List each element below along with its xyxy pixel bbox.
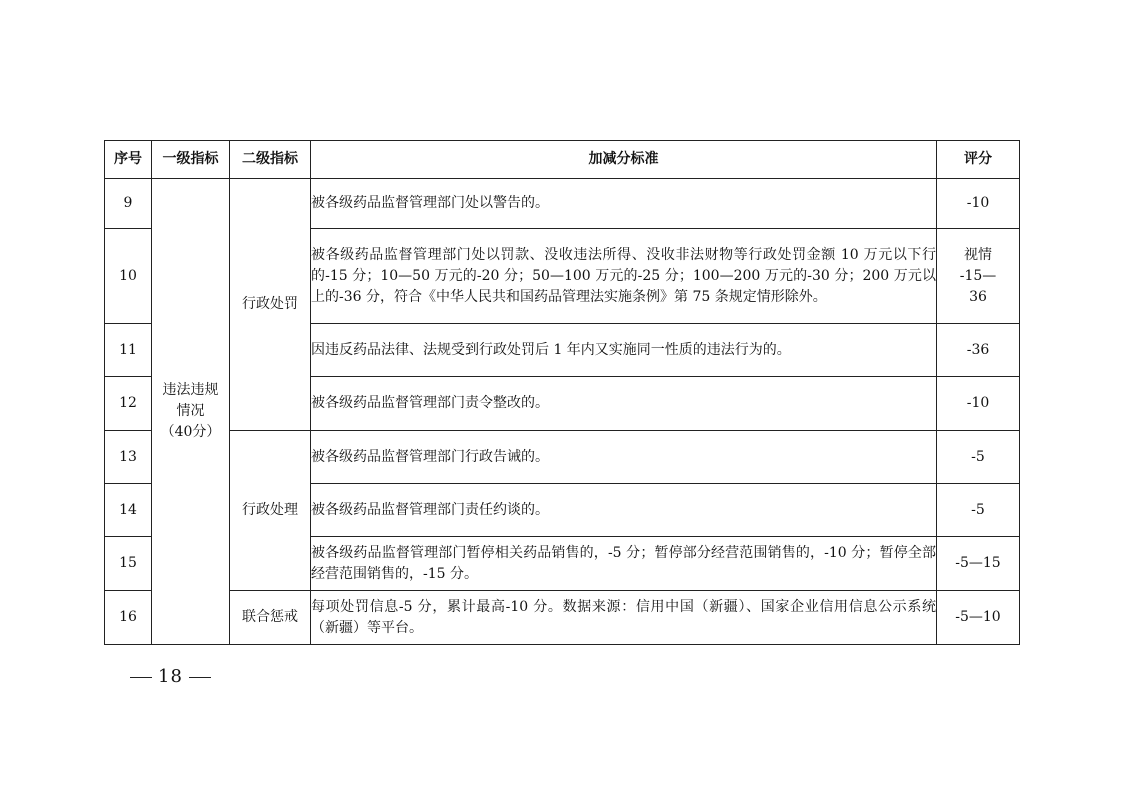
row-criteria: 被各级药品监督管理部门行政告诫的。 (311, 431, 937, 484)
row-score: -10 (937, 179, 1020, 229)
header-level1: 一级指标 (152, 141, 230, 179)
row-score: -5 (937, 484, 1020, 537)
page-number-footer (124, 666, 217, 687)
header-seq: 序号 (105, 141, 152, 179)
row-seq: 9 (105, 179, 152, 229)
header-score: 评分 (937, 141, 1020, 179)
row-criteria: 因违反药品法律、法规受到行政处罚后 1 年内又实施同一性质的违法行为的。 (311, 324, 937, 377)
row-score: -5 (937, 431, 1020, 484)
row-score: 视情 -15—36 (937, 229, 1020, 324)
level1-line3: （40分） (160, 424, 221, 440)
header-criteria: 加减分标准 (311, 141, 937, 179)
level1-cell (152, 179, 230, 645)
row-seq: 10 (105, 229, 152, 324)
scoring-table (104, 140, 1020, 645)
row-seq: 12 (105, 377, 152, 431)
row-criteria: 被各级药品监督管理部门处以罚款、没收违法所得、没收非法财物等行政处罚金额 10 万元以下行的-15 分；10—50 万元的-20 分；50—100 万元的-25 分；100—200 万元的-30 分；200 万元以上的-36 分，符合《中华人民共和国药品管理法实施条例》第 75 条规定情形除外。 (311, 229, 937, 324)
table-row (105, 591, 1020, 645)
row-seq: 11 (105, 324, 152, 377)
level1-line2: 情况 (176, 403, 205, 419)
row-score: -5—15 (937, 537, 1020, 591)
page-number: 18 (158, 666, 183, 687)
level1-line1: 违法违规 (162, 382, 219, 398)
dash-right (189, 677, 211, 678)
level2-admin-handling: 行政处理 (230, 431, 311, 591)
level2-joint-discipline: 联合惩戒 (230, 591, 311, 645)
row-score: -36 (937, 324, 1020, 377)
row-score: -5—10 (937, 591, 1020, 645)
row-seq: 15 (105, 537, 152, 591)
table-row (105, 431, 1020, 484)
header-level2: 二级指标 (230, 141, 311, 179)
table-row (105, 179, 1020, 229)
row-criteria: 每项处罚信息-5 分，累计最高-10 分。数据来源：信用中国（新疆）、国家企业信用信息公示系统（新疆）等平台。 (311, 591, 937, 645)
row-seq: 16 (105, 591, 152, 645)
table-header-row (105, 141, 1020, 179)
row-criteria: 被各级药品监督管理部门责任约谈的。 (311, 484, 937, 537)
row-seq: 14 (105, 484, 152, 537)
row-criteria: 被各级药品监督管理部门责令整改的。 (311, 377, 937, 431)
level2-admin-penalty: 行政处罚 (230, 179, 311, 431)
dash-left (130, 677, 152, 678)
row-seq: 13 (105, 431, 152, 484)
row-criteria: 被各级药品监督管理部门处以警告的。 (311, 179, 937, 229)
row-score: -10 (937, 377, 1020, 431)
row-criteria: 被各级药品监督管理部门暂停相关药品销售的，-5 分；暂停部分经营范围销售的，-10 分；暂停全部经营范围销售的，-15 分。 (311, 537, 937, 591)
